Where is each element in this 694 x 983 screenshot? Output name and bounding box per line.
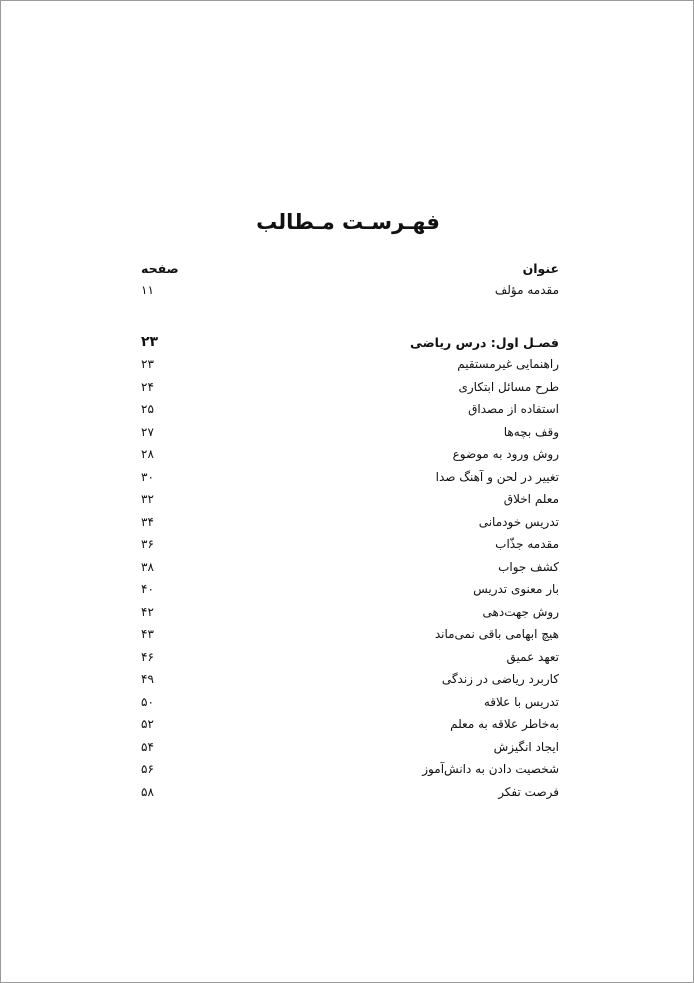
toc-entry: [141, 691, 559, 713]
chapter-page-number: ۲۳: [141, 334, 159, 350]
entry-page-number: ۲۵: [141, 402, 154, 416]
toc-entry: [141, 736, 559, 758]
entry-page-number: ۲۴: [141, 379, 154, 394]
header-page-label: صفحه: [141, 260, 179, 276]
entry-page-number: ۱۱: [141, 283, 154, 297]
entry-page-number: ۴۹: [141, 672, 154, 686]
entry-title: کشف جواب: [498, 559, 559, 574]
toc-entry: [141, 601, 559, 623]
entry-page-number: ۴۲: [141, 604, 154, 619]
entry-title: وقف بچه‌ها: [503, 424, 559, 439]
entry-title: به‌خاطر علاقه به معلم: [450, 717, 559, 731]
toc-entry: [141, 488, 559, 510]
entry-title: تدریس با علاقه: [483, 694, 559, 709]
entry-page-number: ۵۰: [141, 694, 154, 709]
toc-entry: [141, 713, 559, 735]
toc-entry: [141, 758, 559, 780]
entry-page-number: ۵۲: [141, 717, 154, 731]
toc-entry: [141, 421, 559, 443]
toc-chapter-heading: [141, 331, 559, 353]
entry-title: شخصیت دادن به دانش‌آموز: [422, 762, 559, 776]
toc-entry: [141, 353, 559, 375]
entry-page-number: ۴۰: [141, 582, 154, 596]
entry-page-number: ۳۶: [141, 537, 154, 551]
entry-page-number: ۴۳: [141, 627, 154, 641]
toc-entry: [141, 646, 559, 668]
entry-page-number: ۵۴: [141, 739, 154, 754]
entry-title: بار معنوی تدریس: [473, 582, 559, 596]
entry-page-number: ۳۰: [141, 469, 154, 484]
entry-page-number: ۵۸: [141, 784, 154, 799]
toc-entry: [141, 781, 559, 803]
entry-page-number: ۲۳: [141, 357, 154, 371]
entry-title: تعهد عمیق: [506, 649, 559, 664]
header-title-label: عنوان: [522, 260, 559, 276]
entry-title: مقدمه مؤلف: [494, 283, 559, 297]
entry-title: روش ورود به موضوع: [452, 447, 559, 461]
entry-title: معلم اخلاق: [503, 492, 559, 506]
entry-page-number: ۲۸: [141, 447, 154, 461]
entry-page-number: ۴۶: [141, 649, 154, 664]
entry-title: تدریس خودمانی: [478, 514, 559, 529]
toc-title: فهـرسـت مـطالب: [256, 210, 440, 234]
toc-entry: [141, 533, 559, 555]
entry-title: ایجاد انگیزش: [493, 739, 559, 754]
entry-page-number: ۳۲: [141, 492, 154, 506]
entry-title: فرصت تفکر: [498, 784, 559, 799]
toc-entry: [141, 578, 559, 600]
entry-page-number: ۳۴: [141, 514, 154, 529]
toc-entry: [141, 443, 559, 465]
toc-entry: [141, 511, 559, 533]
entry-page-number: ۳۸: [141, 559, 154, 574]
entry-page-number: ۵۶: [141, 762, 154, 776]
entry-title: کاربرد ریاضی در زندگی: [441, 672, 559, 686]
toc-entry: [141, 376, 559, 398]
entry-title: طرح مسائل ابتکاری: [458, 379, 559, 394]
toc-entry: [141, 623, 559, 645]
toc-entry: [141, 398, 559, 420]
toc-entry: [141, 466, 559, 488]
entry-title: مقدمه جذّاب: [495, 537, 559, 551]
entry-title: هیچ ابهامی باقی نمی‌ماند: [434, 627, 559, 641]
toc-entry: [141, 556, 559, 578]
toc-entry: [141, 668, 559, 690]
chapter-title: فصـل اول: درس ریاضی: [409, 334, 559, 350]
entry-title: استفاده از مصداق: [468, 402, 559, 416]
entry-title: روش جهت‌دهی: [482, 604, 559, 619]
entry-title: تغییر در لحن و آهنگ صدا: [435, 469, 559, 484]
toc-header: [141, 257, 559, 279]
entry-title: راهنمایی غیرمستقیم: [457, 357, 559, 371]
entry-page-number: ۲۷: [141, 424, 154, 439]
toc-entry-intro: [141, 279, 559, 301]
